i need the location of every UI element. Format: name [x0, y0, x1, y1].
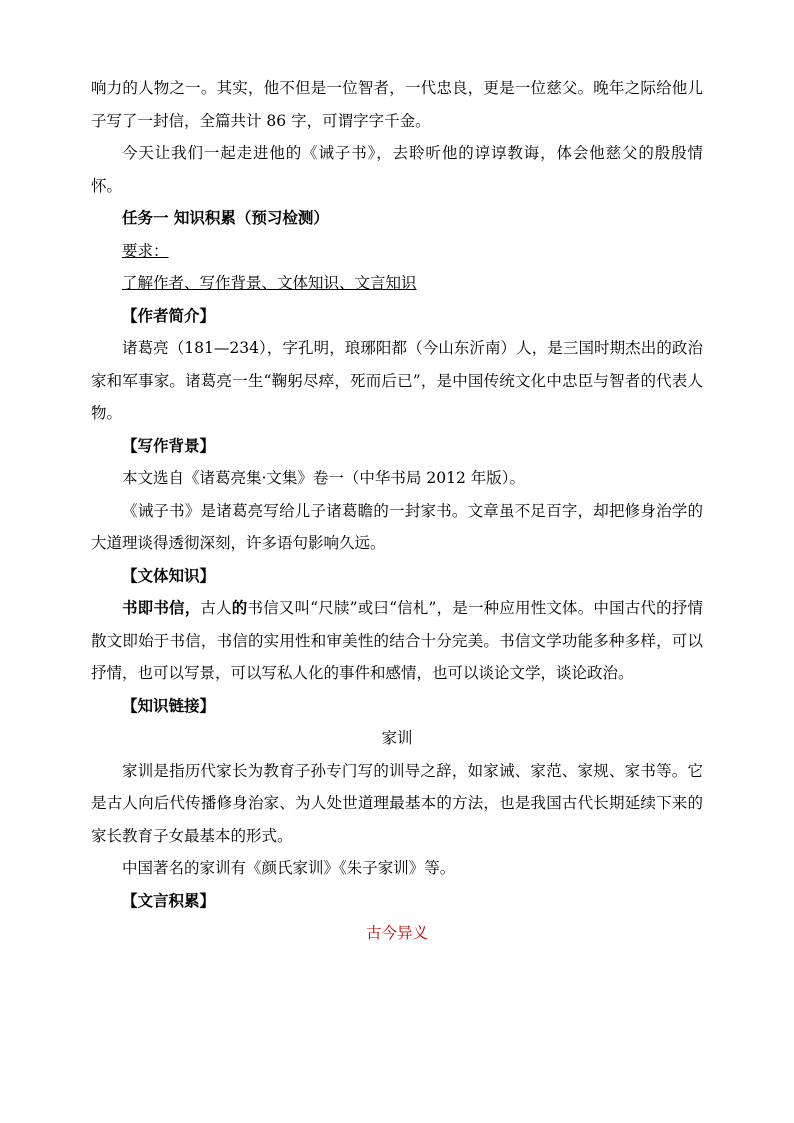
genre-bold-lead: 书即书信，: [122, 598, 201, 617]
intro-paragraph-2: 今天让我们一起走进他的《诫子书》，去聆听他的谆谆教诲，体会他慈父的殷殷情怀。: [91, 144, 703, 195]
genre-segment-2: 书信又叫“尺牍”或曰“信札”，是一种应用性文体。中国古代的抒情散文即始于书信，书信的实用性和审美性的结合十分完美。书信文学功能多种多样，可以抒情，也可以写景，可以写私人化的事件和感情，也可以谈论文学，谈论政治。: [91, 599, 703, 682]
background-paragraph-2: 《诫子书》是诸葛亮写给儿子诸葛瞻的一封家书。文章虽不足百字，却把修身治学的大道理谈得透彻深刻，许多语句影响久远。: [91, 501, 703, 552]
genre-text: [91, 592, 703, 690]
background-paragraph-1: 本文选自《诸葛亮集·文集》卷一（中华书局 2012 年版）。: [122, 469, 525, 487]
document-page: [91, 72, 703, 950]
background-heading: 【写作背景】: [122, 435, 216, 455]
genre-heading: 【文体知识】: [122, 565, 216, 585]
task1-heading: 任务一 知识积累（预习检测）: [122, 208, 329, 227]
author-heading: 【作者简介】: [122, 305, 216, 325]
genre-segment-1: 古人: [200, 599, 232, 617]
requirement-label: 要求：: [122, 241, 169, 260]
requirement-line: [91, 235, 703, 268]
link-heading: 【知识链接】: [122, 695, 216, 715]
requirement-text-line: [91, 267, 703, 300]
requirement-text: 了解作者、写作背景、文体知识、文言知识: [122, 274, 417, 292]
genre-bold-particle: 的: [231, 598, 248, 617]
link-paragraph-2: 中国著名的家训有《颜氏家训》《朱子家训》等。: [122, 859, 456, 877]
link-paragraph-1: 家训是指历代家长为教育子孙专门写的训导之辞，如家诫、家范、家规、家书等。它是古人向后代传播修身治家、为人处世道理最基本的方法，也是我国古代长期延续下来的家长教育子女最基本的形式。: [91, 761, 703, 845]
link-title: 家训: [381, 729, 413, 747]
intro-paragraph-1: 响力的人物之一。其实，他不但是一位智者，一代忠良，更是一位慈父。晚年之际给他儿子写了一封信，全篇共计 86 字，可谓字字千金。: [91, 79, 703, 130]
author-text: 诸葛亮（181—234），字孔明，琅琊阳都（今山东沂南）人，是三国时期杰出的政治家和军事家。诸葛亮一生“鞠躬尽瘁，死而后已”，是中国传统文化中忠臣与智者的代表人物。: [91, 339, 703, 422]
classical-subtitle: 古今异义: [365, 924, 428, 942]
classical-heading: 【文言积累】: [122, 890, 216, 910]
